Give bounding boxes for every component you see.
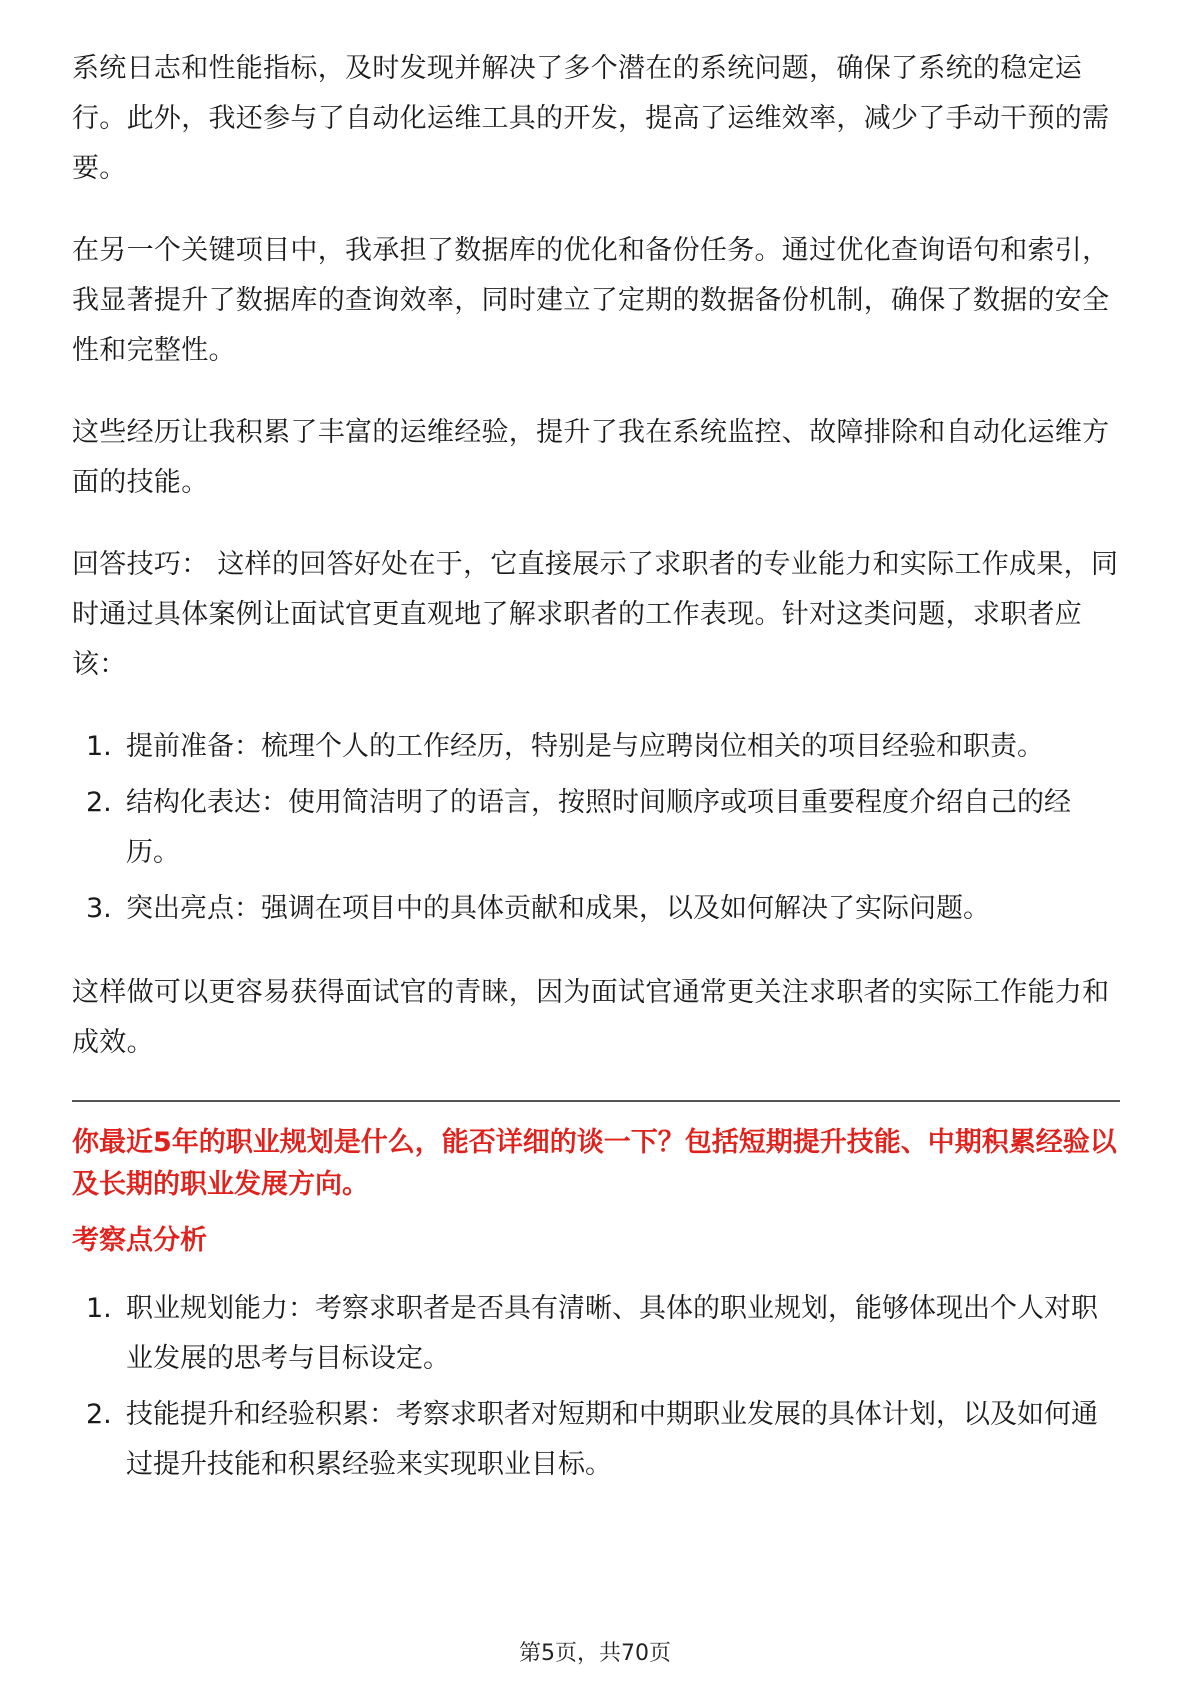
page-content [72,44,1120,1524]
list-item [72,884,1120,934]
list-item-number: 1. [86,1293,112,1324]
list-item [72,1390,1120,1490]
list-item-number: 2. [86,787,112,818]
page-footer: 第5页，共70页 [519,1641,671,1666]
list-item [72,1284,1120,1384]
analysis-list [72,1284,1120,1490]
list-item-text: 结构化表达：使用简洁明了的语言，按照时间顺序或项目重要程度介绍自己的经历。 [126,787,1071,868]
paragraph-2: 在另一个关键项目中，我承担了数据库的优化和备份任务。通过优化查询语句和索引，我显著提升了数据库的查询效率，同时建立了定期的数据备份机制，确保了数据的安全性和完整性。 [72,235,1110,366]
list-item-text: 职业规划能力：考察求职者是否具有清晰、具体的职业规划，能够体现出个人对职业发展的思考与目标设定。 [126,1293,1098,1374]
list-item-number: 1. [86,731,112,762]
list-item [72,778,1120,878]
tips-list [72,722,1120,934]
interview-question: 你最近5年的职业规划是什么，能否详细的谈一下？包括短期提升技能、中期积累经验以及长期的职业发展方向。 [72,1127,1117,1200]
list-item-text: 提前准备：梳理个人的工作经历，特别是与应聘岗位相关的项目经验和职责。 [126,731,1044,762]
analysis-title: 考察点分析 [72,1225,207,1256]
paragraph-5: 这样做可以更容易获得面试官的青睐，因为面试官通常更关注求职者的实际工作能力和成效。 [72,977,1110,1058]
paragraph-3: 这些经历让我积累了丰富的运维经验，提升了我在系统监控、故障排除和自动化运维方面的技能。 [72,417,1110,498]
section-divider [72,1100,1120,1102]
list-item-number: 2. [86,1399,112,1430]
list-item-text: 突出亮点：强调在项目中的具体贡献和成果，以及如何解决了实际问题。 [126,893,990,924]
list-item-number: 3. [86,893,112,924]
list-item-text: 技能提升和经验积累：考察求职者对短期和中期职业发展的具体计划，以及如何通过提升技能和积累经验来实现职业目标。 [126,1399,1098,1480]
list-item [72,722,1120,772]
answer-tips-paragraph: 回答技巧： 这样的回答好处在于，它直接展示了求职者的专业能力和实际工作成果，同时通过具体案例让面试官更直观地了解求职者的工作表现。针对这类问题，求职者应该： [72,549,1119,680]
paragraph-1: 系统日志和性能指标，及时发现并解决了多个潜在的系统问题，确保了系统的稳定运行。此外，我还参与了自动化运维工具的开发，提高了运维效率，减少了手动干预的需要。 [72,53,1110,184]
